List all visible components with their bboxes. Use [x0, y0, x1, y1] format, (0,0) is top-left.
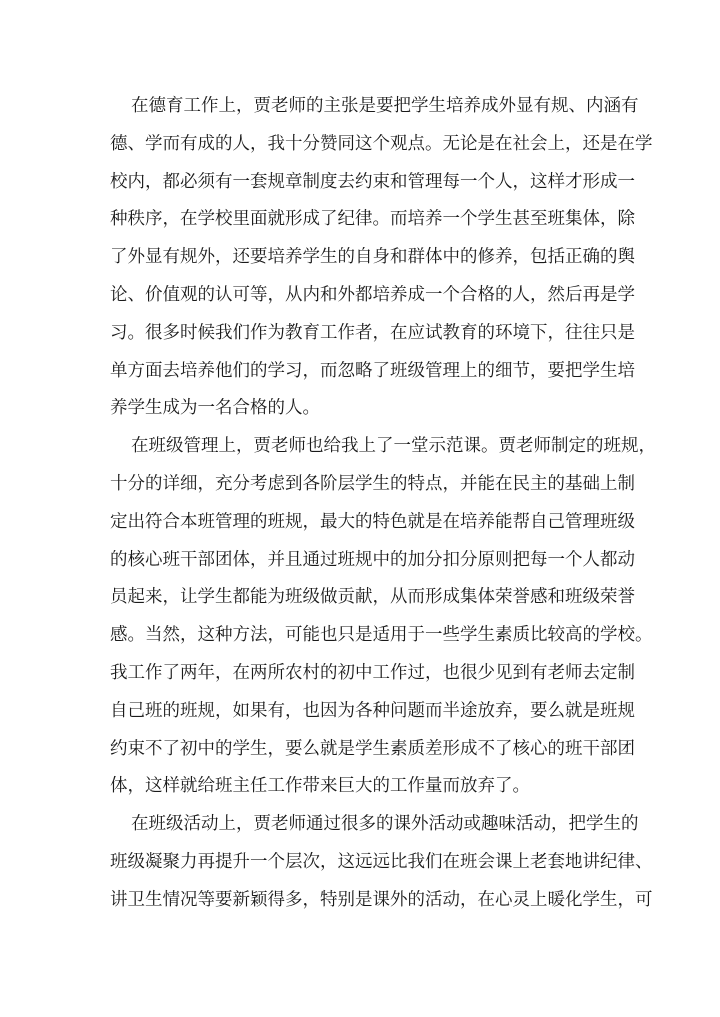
text-line: 感。当然，这种方法，可能也只是适用于一些学生素质比较高的学校。 [110, 625, 653, 646]
text-line: 在班级管理上，贾老师也给我上了一堂示范课。贾老师制定的班规， [131, 436, 656, 457]
text-line: 约束不了初中的学生，要么就是学生素质差形成不了核心的班干部团 [110, 738, 635, 759]
text-line: 种秩序，在学校里面就形成了纪律。而培养一个学生甚至班集体，除 [110, 209, 635, 230]
text-line: 十分的详细，充分考虑到各阶层学生的特点，并能在民主的基础上制 [110, 473, 635, 494]
text-line: 员起来，让学生都能为班级做贡献，从而形成集体荣誉感和班级荣誉 [110, 587, 635, 608]
text-line: 在德育工作上，贾老师的主张是要把学生培养成外显有规、内涵有 [131, 96, 639, 116]
text-line: 校内，都必须有一套规章制度去约束和管理每一个人，这样才形成一 [110, 171, 635, 192]
text-line: 论、价值观的认可等，从内和外都培养成一个合格的人，然后再是学 [110, 284, 635, 305]
text-line: 定出符合本班管理的班规，最大的特色就是在培养能帮自己管理班级 [110, 511, 635, 532]
text-line: 我工作了两年，在两所农村的初中工作过，也很少见到有老师去定制 [110, 662, 635, 683]
text-line: 的核心班干部团体，并且通过班规中的加分扣分原则把每一个人都动 [110, 549, 635, 570]
text-line: 了外显有规外，还要培养学生的自身和群体中的修养，包括正确的舆 [110, 247, 635, 268]
text-line: 体，这样就给班主任工作带来巨大的工作量而放弃了。 [110, 776, 530, 797]
text-line: 习。很多时候我们作为教育工作者，在应试教育的环境下，往往只是 [110, 322, 635, 343]
paragraph-class-management [110, 428, 656, 806]
text-line: 自己班的班规，如果有，也因为各种问题而半途放弃，要么就是班规 [110, 700, 635, 721]
paragraph-class-activities [110, 806, 653, 919]
document-body [110, 88, 656, 920]
text-line: 德、学而有成的人，我十分赞同这个观点。无论是在社会上，还是在学 [110, 133, 653, 154]
text-line: 养学生成为一名合格的人。 [110, 398, 320, 419]
text-line: 单方面去培养他们的学习，而忽略了班级管理上的细节，要把学生培 [110, 360, 635, 381]
text-line: 在班级活动上，贾老师通过很多的课外活动或趣味活动，把学生的 [131, 814, 639, 835]
paragraph-moral-education [110, 88, 653, 428]
text-line: 班级凝聚力再提升一个层次，这远远比我们在班会课上老套地讲纪律、 [110, 851, 653, 872]
text-line: 讲卫生情况等要新颖得多，特别是课外的活动，在心灵上暖化学生，可 [110, 889, 653, 910]
